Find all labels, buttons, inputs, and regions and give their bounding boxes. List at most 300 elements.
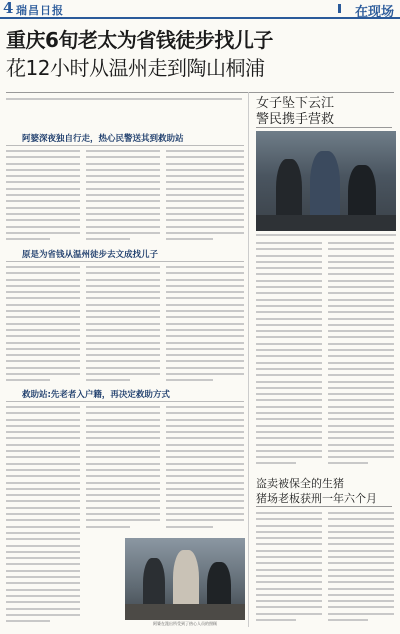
- text-line: [256, 456, 322, 458]
- text-line: [256, 581, 322, 583]
- text-line: [166, 469, 244, 471]
- text-line: [256, 255, 322, 257]
- text-line: [328, 406, 394, 408]
- text-line: [6, 169, 80, 171]
- text-line: [328, 525, 394, 527]
- text-line: [6, 513, 80, 515]
- text-line: [166, 406, 244, 408]
- text-line: [328, 381, 394, 383]
- text-line: [328, 594, 394, 596]
- text-line: [328, 444, 394, 446]
- text-line: [166, 163, 244, 165]
- text-line: [86, 188, 160, 190]
- text-line: [86, 329, 160, 331]
- text-line: [6, 329, 80, 331]
- text-line: [86, 500, 160, 502]
- text-line: [256, 280, 322, 282]
- text-line: [328, 374, 394, 376]
- text-line: [166, 266, 244, 268]
- text-line: [256, 387, 322, 389]
- text-line: [256, 556, 322, 558]
- text-line: [166, 304, 244, 306]
- text-line: [166, 194, 244, 196]
- text-line: [166, 513, 244, 515]
- text-line: [86, 194, 160, 196]
- text-line: [86, 272, 160, 274]
- text-line: [6, 188, 80, 190]
- text-line: [328, 512, 394, 514]
- text-line: [328, 606, 394, 608]
- text-line: [166, 507, 244, 509]
- text-line: [86, 412, 160, 414]
- text-line: [166, 329, 244, 331]
- text-line: [6, 238, 50, 240]
- text-line: [166, 188, 244, 190]
- text-line: [328, 286, 394, 288]
- text-line: [86, 463, 160, 465]
- text-line: [6, 601, 80, 603]
- text-line: [328, 311, 394, 313]
- text-line: [166, 379, 213, 381]
- text-line: [166, 431, 244, 433]
- text-line: [6, 444, 80, 446]
- text-line: [86, 150, 160, 152]
- text-line: [6, 279, 80, 281]
- text-line: [6, 323, 80, 325]
- text-line: [86, 456, 160, 458]
- story-column: [166, 404, 244, 534]
- text-line: [6, 304, 80, 306]
- side-story-column: [256, 240, 322, 468]
- text-line: [256, 330, 322, 332]
- text-line: [166, 226, 244, 228]
- text-line: [6, 482, 80, 484]
- text-line: [6, 469, 80, 471]
- text-line: [166, 335, 244, 337]
- text-line: [6, 342, 80, 344]
- text-line: [328, 248, 394, 250]
- text-line: [86, 163, 160, 165]
- text-line: [6, 310, 80, 312]
- text-line: [256, 600, 322, 602]
- text-line: [6, 354, 80, 356]
- text-line: [6, 456, 80, 458]
- text-line: [166, 360, 244, 362]
- text-line: [256, 418, 322, 420]
- text-line: [6, 194, 80, 196]
- text-line: [328, 425, 394, 427]
- text-line: [6, 519, 80, 521]
- text-line: [86, 213, 160, 215]
- text-line: [86, 482, 160, 484]
- text-line: [86, 379, 130, 381]
- text-line: [328, 267, 394, 269]
- side-story-column: [328, 510, 394, 628]
- text-line: [86, 373, 160, 375]
- text-line: [6, 570, 80, 572]
- text-line: [166, 348, 244, 350]
- text-line: [86, 304, 160, 306]
- text-line: [328, 242, 394, 244]
- text-line: [86, 323, 160, 325]
- subhead-1: 阿婆深夜独自行走，热心民警送其到救助站: [22, 134, 184, 144]
- text-line: [86, 169, 160, 171]
- text-line: [86, 469, 160, 471]
- side-story-column: [256, 510, 322, 628]
- text-line: [6, 425, 80, 427]
- text-line: [256, 343, 322, 345]
- text-line: [328, 450, 394, 452]
- text-line: [256, 399, 322, 401]
- text-line: [328, 305, 394, 307]
- text-line: [6, 475, 80, 477]
- story-column: [86, 404, 160, 534]
- text-line: [86, 181, 160, 183]
- paper-name: 瑞昌日报: [16, 4, 64, 17]
- text-line: [6, 181, 80, 183]
- text-line: [256, 412, 322, 414]
- text-line: [328, 437, 394, 439]
- text-line: [166, 519, 244, 521]
- text-line: [86, 291, 160, 293]
- text-line: [86, 207, 160, 209]
- text-line: [86, 367, 160, 369]
- side-headline-rule-2: [256, 506, 392, 507]
- text-line: [166, 373, 244, 375]
- text-line: [6, 406, 80, 408]
- text-line: [166, 291, 244, 293]
- text-line: [166, 412, 244, 414]
- text-line: [328, 562, 394, 564]
- text-line: [256, 543, 322, 545]
- text-line: [6, 589, 80, 591]
- subhead-1-rule: [6, 145, 244, 146]
- subhead-3-rule: [6, 401, 244, 402]
- text-line: [328, 456, 394, 458]
- text-line: [166, 463, 244, 465]
- story-column: [86, 264, 160, 384]
- text-line: [86, 488, 160, 490]
- text-line: [256, 248, 322, 250]
- side-story-photo: [256, 131, 396, 231]
- side-photo-caption: [256, 232, 396, 236]
- text-line: [256, 234, 396, 236]
- text-line: [6, 463, 80, 465]
- text-line: [256, 512, 322, 514]
- text-line: [328, 543, 394, 545]
- text-line: [86, 494, 160, 496]
- main-subheadline: 花12小时从温州走到陶山桐浦: [6, 56, 265, 80]
- text-line: [86, 226, 160, 228]
- text-line: [256, 569, 322, 571]
- text-line: [256, 518, 322, 520]
- photo-caption: 阿婆在派出所受到了热心人员的照顾: [153, 621, 217, 626]
- page-number: 4: [3, 0, 14, 17]
- text-line: [256, 273, 322, 275]
- text-line: [256, 324, 322, 326]
- text-line: [166, 219, 244, 221]
- text-line: [86, 238, 130, 240]
- text-line: [328, 273, 394, 275]
- text-line: [166, 323, 244, 325]
- text-line: [256, 267, 322, 269]
- text-line: [6, 494, 80, 496]
- side-headline-1: 女子坠下云江: [256, 96, 335, 111]
- text-line: [166, 482, 244, 484]
- text-line: [328, 261, 394, 263]
- text-line: [166, 500, 244, 502]
- text-line: [166, 297, 244, 299]
- text-line: [6, 335, 80, 337]
- text-line: [256, 437, 322, 439]
- text-line: [166, 488, 244, 490]
- text-line: [6, 175, 80, 177]
- story-column: [86, 148, 160, 244]
- text-line: [6, 150, 80, 152]
- text-line: [166, 342, 244, 344]
- text-line: [328, 368, 394, 370]
- text-line: [86, 406, 160, 408]
- text-line: [86, 297, 160, 299]
- text-line: [166, 425, 244, 427]
- text-line: [6, 207, 80, 209]
- text-line: [256, 336, 322, 338]
- text-line: [328, 387, 394, 389]
- text-line: [6, 419, 80, 421]
- text-line: [256, 393, 322, 395]
- text-line: [86, 279, 160, 281]
- text-line: [86, 175, 160, 177]
- text-line: [256, 305, 322, 307]
- side-story-column: [328, 240, 394, 468]
- text-line: [6, 532, 80, 534]
- text-line: [166, 238, 213, 240]
- text-line: [256, 444, 322, 446]
- text-line: [166, 526, 213, 528]
- text-line: [166, 156, 244, 158]
- text-line: [86, 232, 160, 234]
- text-line: [6, 266, 80, 268]
- text-line: [256, 362, 322, 364]
- text-line: [166, 213, 244, 215]
- text-line: [256, 594, 322, 596]
- text-line: [6, 348, 80, 350]
- text-line: [256, 374, 322, 376]
- text-line: [86, 507, 160, 509]
- text-line: [166, 475, 244, 477]
- text-line: [86, 419, 160, 421]
- text-line: [166, 200, 244, 202]
- text-line: [6, 557, 80, 559]
- text-line: [166, 285, 244, 287]
- text-line: [6, 551, 80, 553]
- text-line: [86, 450, 160, 452]
- text-line: [6, 367, 80, 369]
- text-line: [328, 569, 394, 571]
- text-line: [328, 588, 394, 590]
- text-line: [256, 450, 322, 452]
- text-line: [328, 255, 394, 257]
- column-divider: [248, 92, 249, 627]
- text-line: [256, 562, 322, 564]
- text-line: [86, 310, 160, 312]
- text-line: [86, 156, 160, 158]
- text-line: [6, 272, 80, 274]
- text-line: [256, 462, 296, 464]
- text-line: [328, 613, 394, 615]
- text-line: [256, 355, 322, 357]
- story-column: [6, 404, 80, 626]
- text-line: [328, 324, 394, 326]
- main-headline: 重庆6旬老太为省钱徒步找儿子: [6, 28, 273, 52]
- text-line: [6, 545, 80, 547]
- text-line: [6, 437, 80, 439]
- text-line: [328, 362, 394, 364]
- text-line: [86, 431, 160, 433]
- text-line: [328, 537, 394, 539]
- text-line: [6, 360, 80, 362]
- text-line: [328, 330, 394, 332]
- text-line: [166, 232, 244, 234]
- text-line: [6, 226, 80, 228]
- text-line: [6, 614, 80, 616]
- text-line: [86, 360, 160, 362]
- subhead-3: 救助站:先老者入户籍，再决定救助方式: [22, 390, 170, 400]
- side-subheadline-2: 猪场老板获刑一年六个月: [256, 492, 377, 505]
- text-line: [328, 462, 368, 464]
- text-line: [6, 576, 80, 578]
- text-line: [6, 316, 80, 318]
- text-line: [6, 163, 80, 165]
- section-marker: [338, 4, 341, 13]
- text-line: [86, 437, 160, 439]
- text-line: [6, 156, 80, 158]
- text-line: [6, 98, 242, 100]
- text-line: [328, 550, 394, 552]
- text-line: [256, 588, 322, 590]
- text-line: [166, 272, 244, 274]
- story-column: [166, 264, 244, 384]
- text-line: [256, 550, 322, 552]
- side-headline-rule: [256, 127, 392, 128]
- text-line: [6, 379, 50, 381]
- text-line: [166, 181, 244, 183]
- text-line: [86, 444, 160, 446]
- text-line: [328, 393, 394, 395]
- section-name: 在现场: [354, 5, 394, 20]
- text-line: [166, 150, 244, 152]
- text-line: [328, 349, 394, 351]
- text-line: [328, 292, 394, 294]
- text-line: [166, 279, 244, 281]
- text-line: [166, 444, 244, 446]
- story-photo: [125, 538, 245, 620]
- text-line: [166, 437, 244, 439]
- text-line: [256, 292, 322, 294]
- text-line: [86, 219, 160, 221]
- text-line: [6, 595, 80, 597]
- text-line: [256, 242, 322, 244]
- text-line: [6, 219, 80, 221]
- text-line: [6, 563, 80, 565]
- text-line: [256, 406, 322, 408]
- subhead-2: 原是为省钱从温州徒步去文成找儿子: [22, 250, 159, 260]
- text-line: [166, 419, 244, 421]
- text-line: [86, 266, 160, 268]
- text-line: [6, 526, 80, 528]
- text-line: [86, 354, 160, 356]
- text-line: [86, 348, 160, 350]
- text-line: [166, 450, 244, 452]
- text-line: [166, 367, 244, 369]
- text-line: [86, 425, 160, 427]
- text-line: [328, 343, 394, 345]
- text-line: [328, 581, 394, 583]
- text-line: [328, 399, 394, 401]
- text-line: [86, 526, 130, 528]
- text-line: [6, 620, 50, 622]
- text-line: [328, 600, 394, 602]
- headline-rule: [6, 92, 394, 93]
- text-line: [166, 207, 244, 209]
- text-line: [6, 500, 80, 502]
- text-line: [6, 373, 80, 375]
- text-line: [256, 531, 322, 533]
- text-line: [86, 513, 160, 515]
- text-line: [256, 537, 322, 539]
- text-line: [256, 613, 322, 615]
- text-line: [256, 311, 322, 313]
- text-line: [256, 349, 322, 351]
- story-column: [6, 148, 80, 244]
- page-header: [0, 0, 400, 19]
- text-line: [86, 335, 160, 337]
- text-line: [6, 507, 80, 509]
- text-line: [166, 310, 244, 312]
- text-line: [6, 412, 80, 414]
- text-line: [86, 200, 160, 202]
- text-line: [256, 318, 322, 320]
- text-line: [6, 431, 80, 433]
- lead-paragraph: [6, 96, 242, 100]
- text-line: [328, 431, 394, 433]
- text-line: [6, 291, 80, 293]
- text-line: [6, 232, 80, 234]
- text-line: [6, 450, 80, 452]
- text-line: [328, 418, 394, 420]
- text-line: [328, 299, 394, 301]
- text-line: [328, 531, 394, 533]
- text-line: [256, 575, 322, 577]
- text-line: [328, 336, 394, 338]
- text-line: [166, 169, 244, 171]
- text-line: [6, 488, 80, 490]
- text-line: [166, 456, 244, 458]
- text-line: [328, 280, 394, 282]
- text-line: [328, 412, 394, 414]
- text-line: [256, 431, 322, 433]
- text-line: [256, 525, 322, 527]
- text-line: [328, 518, 394, 520]
- story-column: [166, 148, 244, 244]
- text-line: [166, 175, 244, 177]
- text-line: [256, 261, 322, 263]
- text-line: [166, 494, 244, 496]
- text-line: [328, 556, 394, 558]
- text-line: [328, 575, 394, 577]
- story-column: [6, 264, 80, 384]
- text-line: [256, 619, 296, 621]
